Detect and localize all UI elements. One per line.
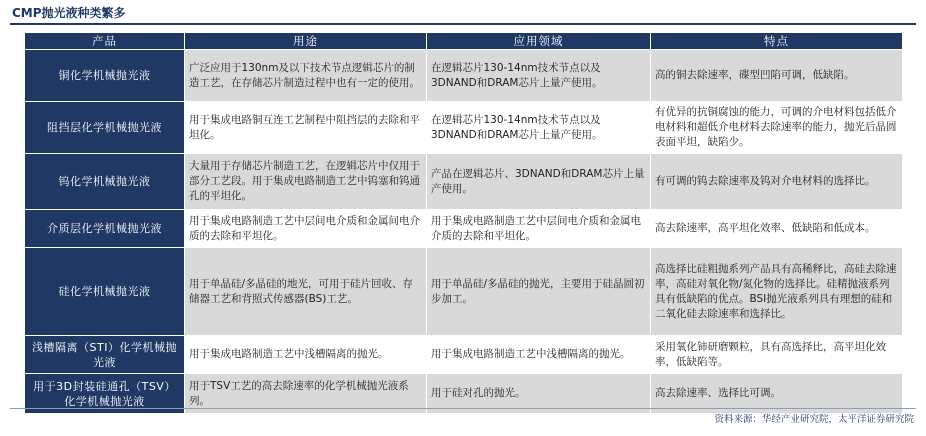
field-cell: 用于硅对孔的抛光。 (427, 374, 651, 414)
feature-cell: 高的铜去除速率，碟型凹陷可调，低缺陷。 (651, 50, 903, 102)
field-cell: 产品在逻辑芯片、3DNAND和DRAM芯片上量产使用。 (427, 154, 651, 210)
field-cell: 在逻辑芯片130-14nm技术节点以及3DNAND和DRAM芯片上量产使用。 (427, 50, 651, 102)
feature-cell: 高选择比硅粗抛系列产品具有高稀释比，高硅去除速率，高硅对氧化物/氮化物的选择比。硅精抛液系列具有低缺陷的优点。BSI抛光液系列具有理想的硅和二氧化硅去除速率和选择比。 (651, 248, 903, 336)
field-cell: 用于单晶硅/多晶硅的抛光，主要用于硅晶圆初步加工。 (427, 248, 651, 336)
product-cell: 用于3D封装硅通孔（TSV）化学机械抛光液 (25, 374, 185, 414)
feature-cell: 高去除速率、选择比可调。 (651, 374, 903, 414)
table-header-row (25, 33, 903, 50)
product-cell: 铜化学机械抛光液 (25, 50, 185, 102)
usage-cell: 用于集成电路铜互连工艺制程中阻挡层的去除和平坦化。 (185, 102, 427, 154)
feature-cell: 有优异的抗铜腐蚀的能力，可调的介电材料包括低介电材料和超低介电材料去除速率的能力，抛光后晶圆表面平坦，缺陷少。 (651, 102, 903, 154)
field-cell: 用于集成电路制造工艺中层间电介质和金属电介质的去除和平坦化。 (427, 210, 651, 248)
header-feature: 特点 (651, 33, 903, 50)
source-note: 资料来源：华经产业研究院，太平洋证券研究院 (714, 414, 914, 425)
cmp-slurry-table (24, 32, 903, 414)
product-cell: 阻挡层化学机械抛光液 (25, 102, 185, 154)
page-title: CMP抛光液种类繁多 (12, 6, 126, 20)
usage-cell: 用于集成电路制造工艺中层间电介质和金属间电介质的去除和平坦化。 (185, 210, 427, 248)
usage-cell: 用于集成电路制造工艺中浅槽隔离的抛光。 (185, 336, 427, 374)
header-product: 产品 (25, 33, 185, 50)
table-row (25, 210, 903, 248)
usage-cell: 大量用于存储芯片制造工艺，在逻辑芯片中仅用于部分工艺段。用于集成电路制造工艺中钨塞和钨通孔的平坦化。 (185, 154, 427, 210)
product-cell: 钨化学机械抛光液 (25, 154, 185, 210)
usage-cell: 用于TSV工艺的高去除速率的化学机械抛光液系列。 (185, 374, 427, 414)
feature-cell: 高去除速率，高平坦化效率、低缺陷和低成本。 (651, 210, 903, 248)
table-row (25, 102, 903, 154)
usage-cell: 用于单晶硅/多晶硅的地光，可用于硅片回收、存储器工艺和背照式传感器(BS)工艺。 (185, 248, 427, 336)
field-cell: 用于集成电路制造工艺中浅槽隔离的抛光。 (427, 336, 651, 374)
product-cell: 硅化学机械抛光液 (25, 248, 185, 336)
usage-cell: 广泛应用于130nm及以下技术节点逻辑芯片的制造工艺，在存储芯片制造过程中也有一定的使用。 (185, 50, 427, 102)
bottom-divider (10, 408, 916, 409)
table-row (25, 336, 903, 374)
product-cell: 介质层化学机械抛光液 (25, 210, 185, 248)
table-row (25, 248, 903, 336)
header-field: 应用领域 (427, 33, 651, 50)
feature-cell: 采用氧化铈研磨颗粒，具有高选择比，高平坦化效率，低缺陷等。 (651, 336, 903, 374)
product-cell: 浅槽隔离（STI）化学机械抛光液 (25, 336, 185, 374)
field-cell: 在逻辑芯片130-14nm技术节点以及3DNAND和DRAM芯片上量产使用。 (427, 102, 651, 154)
header-usage: 用途 (185, 33, 427, 50)
table-row (25, 154, 903, 210)
feature-cell: 有可调的钨去除速率及钨对介电材料的选择比。 (651, 154, 903, 210)
table-row (25, 50, 903, 102)
title-divider (10, 23, 916, 25)
